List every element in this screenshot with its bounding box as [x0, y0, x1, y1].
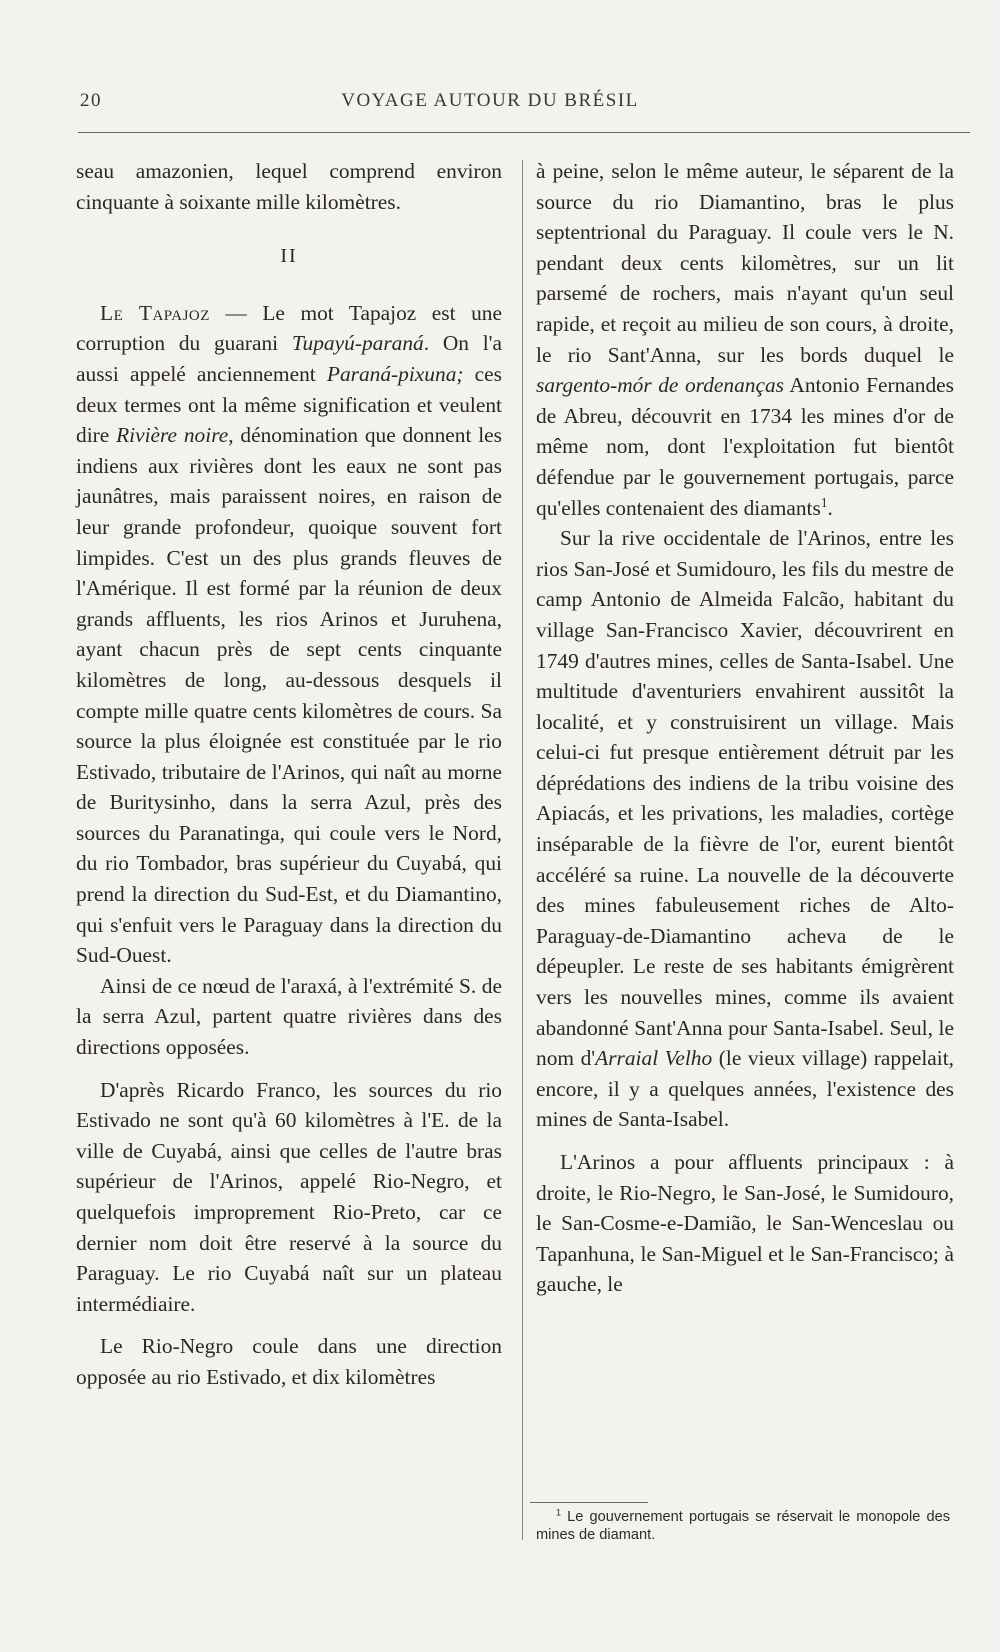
header-rule	[78, 132, 970, 133]
section-title: Le Tapajoz	[100, 300, 210, 325]
paragraph: Ainsi de ce nœud de l'araxá, à l'extrémité S. de la serra Azul, partent quatre rivières dans des directions opposées.	[76, 973, 502, 1060]
paragraph: Sur la rive occidentale de l'Arinos, entre les rios San-José et Sumidouro, les fils du mestre de camp Antonio de Almeida Falcão, habitant du village San-Francisco Xavier, découvrirent en 1749 d'autres mines, celles de Santa-Isabel. Une multitude d'aventuriers envahirent aussitôt la localité, et y construisirent un village. Mais celui-ci fut presque entièrement détruit par les déprédations des indiens de la tribu voisine des Apiacás, et les privations, les maladies, cortège inséparable de la fièvre de l'or, eurent bientôt accéléré sa ruine. La nouvelle de la découverte des mines fabuleusement riches de Alto-Paraguay-de-Diamantino acheva de le dépeupler. Le reste de ses habitants émigrèrent vers les nouvelles mines, comme ils avaient abandonné Sant'Anna pour Santa-Isabel. Seul, le nom d'Arraial Velho (le vieux village) rappelait, encore, il y a quelques années, l'existence des mines de Santa-Isabel.	[536, 526, 954, 1132]
page-number: 20	[80, 90, 102, 111]
paragraph: Le Rio-Negro coule dans une direction opposée au rio Estivado, et dix kilomètres	[76, 1334, 502, 1389]
paragraph: L'Arinos a pour affluents principaux : à droite, le Rio-Negro, le San-José, le Sumidouro, le San-Cosme-e-Damião, le San-Wenceslau ou Tapanhuna, le San-Miguel et le San-Francisco; à gauche, le	[536, 1150, 954, 1297]
paragraph: Le Tapajoz — Le mot Tapajoz est une corruption du guarani Tupayú-paraná. On l'a aussi appelé anciennement Paraná-pixuna; ces deux termes ont la même signification et veulent dire Rivière noire, dénomination que donnent les indiens aux rivières dont les eaux ne sont pas jaunâtres, mais paraissent noires, en raison de leur grande profondeur, quoique souvent fort limpides. C'est un des plus grands fleuves de l'Amérique. Il est formé par la réunion de deux grands affluents, les rios Arinos et Juruhena, ayant chacun près de sept cents cinquante kilomètres de long, au-dessous desquels il compte mille quatre cents kilomètres de cours. Sa source la plus éloignée est constituée par le rio Estivado, tributaire de l'Arinos, qui naît au morne de Buritysinho, dans la serra Azul, près des sources du Paranatinga, qui coule vers le Nord, du rio Tombador, bras supérieur du Cuyabá, qui prend la direction du Sud-Est, et du Diamantino, qui s'enfuit vers le Paraguay dans la direction du Sud-Ouest.	[76, 300, 502, 968]
footnote-rule	[530, 1502, 648, 1503]
paragraph: seau amazonien, lequel comprend environ cinquante à soixante mille kilomètres.	[76, 159, 502, 214]
footnote-mark: 1	[556, 1507, 562, 1518]
column-divider	[522, 160, 523, 1540]
paragraph: D'après Ricardo Franco, les sources du rio Estivado ne sont qu'à 60 kilomètres à l'E. de la ville de Cuyabá, ainsi que celles de l'autre bras supérieur de l'Arinos, appelé Rio-Negro, et quelquefois improprement Rio-Preto, car ce dernier nom doit être reservé à la source du Paraguay. Le rio Cuyabá naît sur un plateau intermédiaire.	[76, 1077, 502, 1316]
italic-term: Tupayú-paraná	[291, 331, 424, 356]
italic-term: Paraná-pixuna;	[326, 361, 464, 386]
section-number: II	[280, 245, 298, 268]
italic-term: Arraial Velho	[595, 1046, 713, 1071]
footnote: $^1$ Le gouvernement portugais se réservait le monopole des mines de diamant.	[536, 1507, 950, 1543]
italic-term: sargento-mór de ordenanças	[536, 373, 785, 398]
running-title: VOYAGE AUTOUR DU BRÉSIL	[341, 90, 639, 111]
right-column	[536, 156, 954, 1300]
italic-term: Rivière noire	[116, 423, 229, 448]
left-column	[76, 156, 502, 1393]
paragraph: à peine, selon le même auteur, le séparent de la source du rio Diamantino, bras le plus septentrional du Paraguay. Il coule vers le N. pendant deux cents kilomètres, sur un lit parsemé de rochers, mais n'ayant qu'un seul rapide, et reçoit au milieu de son cours, à droite, le rio Sant'Anna, sur les bords duquel le sargento-mór de ordenanças Antonio Fernandes de Abreu, découvrit en 1734 les mines d'or de même nom, dont l'exploitation fut bientôt défendue par le gouvernement portugais, parce qu'elles contenaient des diamants$^1$.	[536, 159, 954, 520]
footnote-reference: 1	[820, 494, 828, 510]
